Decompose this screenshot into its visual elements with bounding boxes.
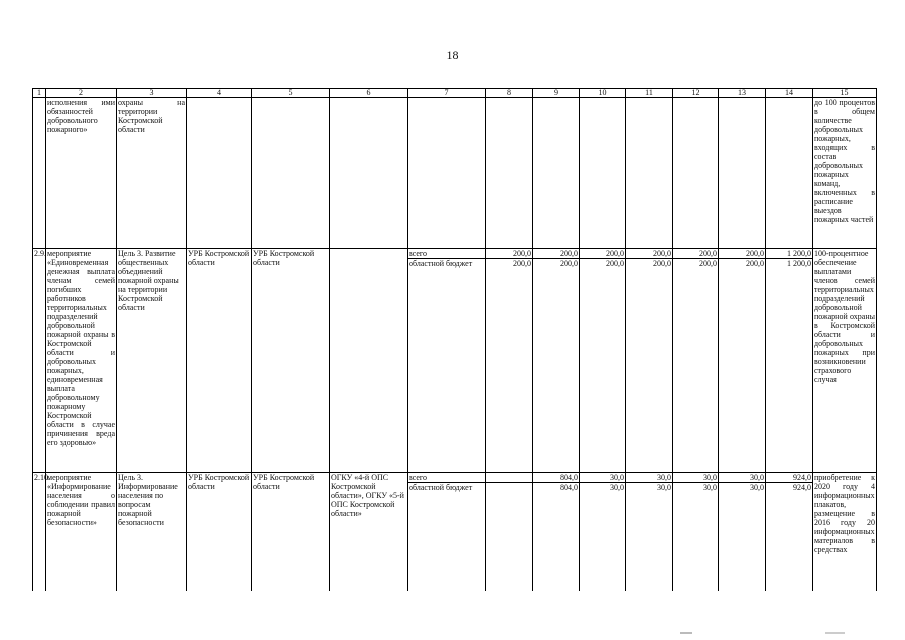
col-header: 12 (673, 89, 719, 98)
amount-cell: 200,0 (486, 258, 532, 268)
responsible-cell: УРБ Костромской области (187, 249, 252, 473)
goal-cell: Цель 3. Развитие общественных объединений пожарной охраны на территории Костромской области (117, 249, 187, 473)
col-header: 6 (330, 89, 408, 98)
program-activities-table (32, 88, 877, 591)
scan-artifact (680, 632, 692, 634)
col-header: 7 (408, 89, 486, 98)
amount-cell (486, 482, 532, 492)
amount-cell: 200,0 (626, 258, 672, 268)
total-amount-cell: 1 200,0 (787, 249, 811, 258)
amount-cell: 200,0 (580, 258, 625, 268)
col-header: 14 (766, 89, 813, 98)
coexecutor-cell: УРБ Костромской области (252, 473, 330, 592)
amount-cell: 200,0 (673, 258, 718, 268)
amount-cell: 30,0 (657, 473, 671, 482)
col-header: 1 (33, 89, 46, 98)
col-header: 9 (533, 89, 580, 98)
activity-name-cell: исполнения ими обязанностей добровольного пожарного» (46, 98, 117, 249)
total-amount-cell: 1 200,0 (766, 258, 812, 268)
result-cell: приобретение к 2020 году 4 информационных плакатов, размещение в 2016 году 20 информационных материалов в средствах (813, 473, 877, 592)
scan-artifact (825, 632, 845, 634)
table-row-2-9 (33, 249, 877, 473)
col-header: 8 (486, 89, 533, 98)
amount-cell: 30,0 (626, 482, 672, 492)
col-header: 11 (626, 89, 673, 98)
amount-cell: 200,0 (513, 249, 531, 258)
result-cell: 100-процентное обеспечение выплатами членов семей территориальных подразделений добровольной пожарной охраны в Костромской области и добровольных пожарных при возникновении страхового случая (813, 249, 877, 473)
amount-cell: 200,0 (746, 249, 764, 258)
funding-source-total: всего (409, 249, 428, 258)
participant-cell (330, 249, 408, 473)
amount-cell: 200,0 (533, 258, 579, 268)
goal-cell: Цель 3. Информирование населения по вопросам пожарной безопасности (117, 473, 187, 592)
col-header: 3 (117, 89, 187, 98)
activity-name-cell: мероприятие «Информирование населения о соблюдении правил пожарной безопасности» (46, 473, 117, 592)
amount-cell: 200,0 (560, 249, 578, 258)
page-number: 18 (446, 48, 459, 62)
column-number-row (33, 89, 877, 98)
col-header: 10 (580, 89, 626, 98)
responsible-cell: УРБ Костромской области (187, 473, 252, 592)
col-header: 5 (252, 89, 330, 98)
amount-cell: 200,0 (719, 258, 765, 268)
amount-cell: 30,0 (610, 473, 624, 482)
amount-cell: 200,0 (653, 249, 671, 258)
table-row-2-10 (33, 473, 877, 592)
amount-cell: 804,0 (533, 482, 579, 492)
funding-source-total: всего (409, 473, 428, 482)
participant-cell: ОГКУ «4-й ОПС Костромской области», ОГКУ «5-й ОПС Костромской области» (330, 473, 408, 592)
table-row-continuation (33, 98, 877, 249)
amount-cell: 30,0 (673, 482, 718, 492)
activity-name-cell: мероприятие «Единовременная денежная выплата членам семей погибших работников территориальных подразделений добровольной пожарной охраны в Костромской области и добровольных пожарных, единовременная выплата добровольному пожарному Костромской области в случае причинения вреда его здоровью» (46, 249, 117, 473)
funding-source-budget: областной бюджет (408, 258, 485, 268)
col-header: 13 (719, 89, 766, 98)
row-number: 2.10. (33, 473, 46, 592)
col-header: 2 (46, 89, 117, 98)
amount-cell: 804,0 (560, 473, 578, 482)
goal-cell: охраны на территории Костромской области (117, 98, 187, 249)
amount-cell: 200,0 (606, 249, 624, 258)
amount-cell: 30,0 (719, 482, 765, 492)
total-amount-cell: 924,0 (766, 482, 812, 492)
result-cell: до 100 процентов в общем количестве добровольных пожарных, входящих в состав добровольных пожарных команд, включенных в расписание выездов пожарных частей (813, 98, 877, 249)
col-header: 4 (187, 89, 252, 98)
amount-cell: 30,0 (750, 473, 764, 482)
amount-cell (487, 473, 531, 482)
funding-source-budget: областной бюджет (408, 482, 485, 492)
total-amount-cell: 924,0 (793, 473, 811, 482)
amount-cell: 200,0 (699, 249, 717, 258)
col-header: 15 (813, 89, 877, 98)
amount-cell: 30,0 (703, 473, 717, 482)
amount-cell: 30,0 (580, 482, 625, 492)
coexecutor-cell: УРБ Костромской области (252, 249, 330, 473)
row-number: 2.9. (33, 249, 46, 473)
